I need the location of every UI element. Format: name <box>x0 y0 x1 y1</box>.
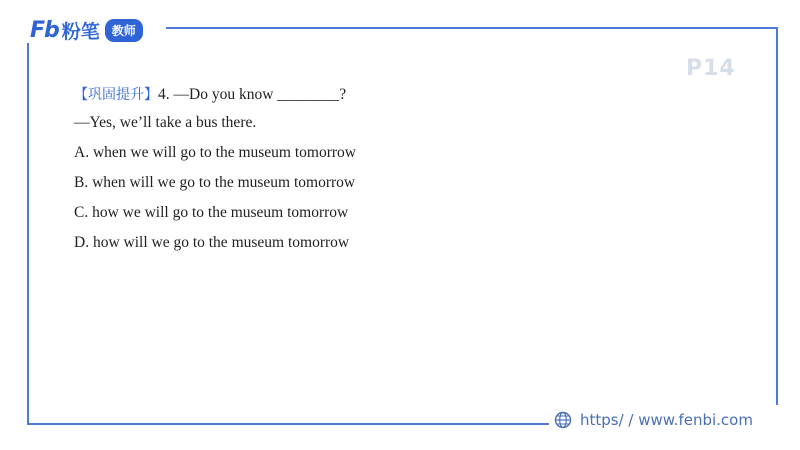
option-a: A. when we will go to the museum tomorrow <box>74 144 356 161</box>
frame-bottom-line <box>27 423 549 425</box>
brand-name: 粉笔 <box>61 20 100 43</box>
globe-icon <box>554 411 572 429</box>
brand-mark: Fb <box>30 17 59 43</box>
option-c: C. how we will go to the museum tomorrow <box>74 204 349 221</box>
footer-url[interactable] <box>554 411 753 429</box>
question-tag: 【巩固提升】 <box>74 87 158 103</box>
question-stem: 4. —Do you know ________? <box>158 86 347 103</box>
brand-logo <box>30 16 143 44</box>
frame-right-line <box>776 27 778 405</box>
question-reply: —Yes, we’ll take a bus there. <box>74 114 257 131</box>
url-text[interactable]: https‌/ / www.fenbi.com <box>580 411 753 429</box>
frame-top-line <box>166 27 778 29</box>
option-b: B. when will we go to the museum tomorrow <box>74 174 356 191</box>
brand-badge: 教师 <box>105 19 143 42</box>
option-d: D. how will we go to the museum tomorrow <box>74 234 350 251</box>
question-stem-line <box>74 84 346 104</box>
frame-left-line <box>27 43 29 424</box>
page-number: P14 <box>686 56 736 81</box>
